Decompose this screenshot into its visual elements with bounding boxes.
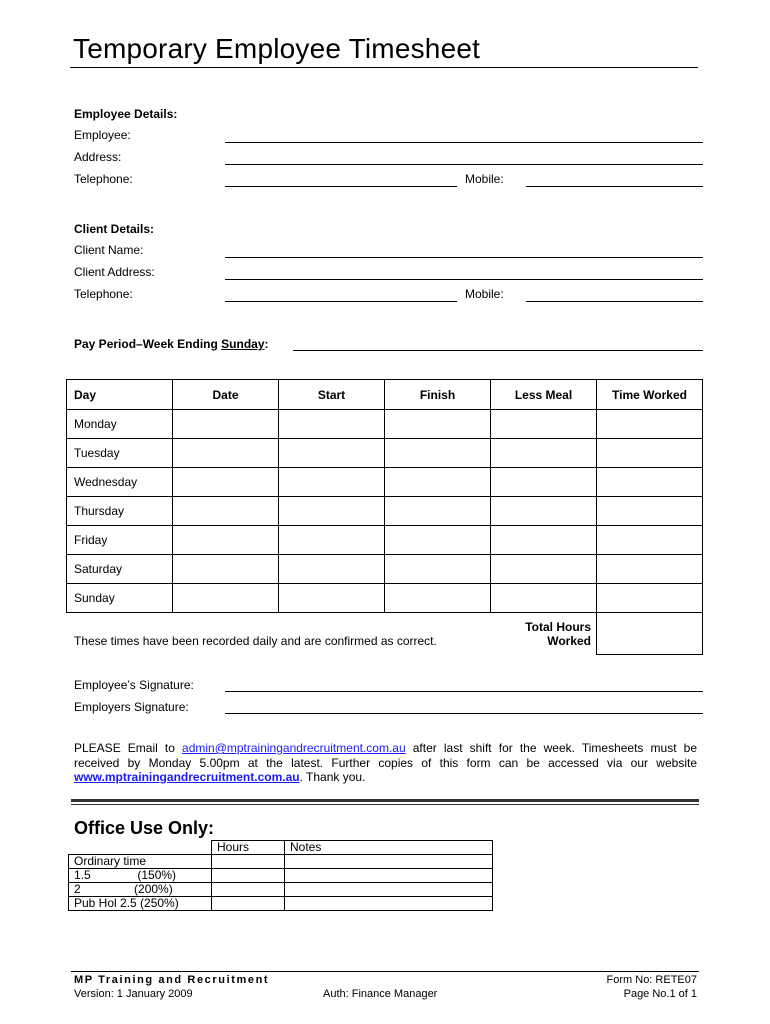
less-meal-cell[interactable] <box>491 410 597 439</box>
submission-notice <box>74 741 697 785</box>
total-hours-line2: Worked <box>547 634 591 648</box>
date-cell[interactable] <box>173 584 279 613</box>
day-name: Friday <box>67 526 173 555</box>
website-link[interactable]: www.mptrainingandrecruitment.com.au <box>74 770 300 784</box>
office-notes-cell[interactable] <box>285 869 493 883</box>
employee-name-field[interactable] <box>225 142 703 143</box>
table-row <box>69 897 493 911</box>
date-cell[interactable] <box>173 555 279 584</box>
finish-cell[interactable] <box>385 497 491 526</box>
section-divider <box>71 799 699 802</box>
office-col-notes: Notes <box>285 841 493 855</box>
office-notes-cell[interactable] <box>285 897 493 911</box>
start-cell[interactable] <box>279 497 385 526</box>
header-time-worked: Time Worked <box>597 380 703 410</box>
employer-signature-label: Employers Signature: <box>74 700 189 714</box>
header-finish: Finish <box>385 380 491 410</box>
day-name: Thursday <box>67 497 173 526</box>
office-hours-cell[interactable] <box>212 869 285 883</box>
footer-form-number: Form No: RETE07 <box>606 974 697 986</box>
finish-cell[interactable] <box>385 584 491 613</box>
total-hours-field[interactable] <box>596 613 703 655</box>
less-meal-cell[interactable] <box>491 439 597 468</box>
pay-period-field[interactable] <box>293 350 703 351</box>
finish-cell[interactable] <box>385 555 491 584</box>
pay-period-prefix: Pay Period–Week Ending <box>74 337 222 351</box>
table-row <box>67 468 703 497</box>
less-meal-cell[interactable] <box>491 584 597 613</box>
start-cell[interactable] <box>279 468 385 497</box>
pay-period-suffix: : <box>264 337 269 351</box>
date-cell[interactable] <box>173 468 279 497</box>
telephone-label: Telephone: <box>74 172 133 186</box>
total-hours-line1: Total Hours <box>525 620 591 634</box>
employee-telephone-field[interactable] <box>225 186 457 187</box>
client-name-label: Client Name: <box>74 243 144 257</box>
client-mobile-field[interactable] <box>526 301 703 302</box>
time-worked-cell[interactable] <box>597 584 703 613</box>
office-header-row <box>69 841 493 855</box>
employer-signature-field[interactable] <box>225 713 703 714</box>
office-row-label: 2 (200%) <box>69 883 212 897</box>
office-notes-cell[interactable] <box>285 855 493 869</box>
office-row-label: 1.5 (150%) <box>69 869 212 883</box>
less-meal-cell[interactable] <box>491 555 597 584</box>
timesheet-header-row <box>67 380 703 410</box>
finish-cell[interactable] <box>385 410 491 439</box>
table-row <box>67 497 703 526</box>
header-less-meal: Less Meal <box>491 380 597 410</box>
start-cell[interactable] <box>279 439 385 468</box>
client-address-label: Client Address: <box>74 265 155 279</box>
employee-label: Employee: <box>74 128 131 142</box>
email-link[interactable]: admin@mptrainingandrecruitment.com.au <box>182 741 406 755</box>
office-use-heading: Office Use Only: <box>74 818 215 838</box>
start-cell[interactable] <box>279 584 385 613</box>
client-telephone-field[interactable] <box>225 301 457 302</box>
day-name: Wednesday <box>67 468 173 497</box>
time-worked-cell[interactable] <box>597 439 703 468</box>
office-row-label: Pub Hol 2.5 (250%) <box>69 897 212 911</box>
address-label: Address: <box>74 150 122 164</box>
start-cell[interactable] <box>279 555 385 584</box>
client-mobile-label: Mobile: <box>465 287 504 301</box>
office-notes-cell[interactable] <box>285 883 493 897</box>
office-row-label: Ordinary time <box>69 855 212 869</box>
footer-version: Version: 1 January 2009 <box>74 988 193 1000</box>
employee-address-field[interactable] <box>225 164 703 165</box>
table-row <box>67 555 703 584</box>
table-row <box>69 855 493 869</box>
page-title: Temporary Employee Timesheet <box>73 33 481 64</box>
finish-cell[interactable] <box>385 468 491 497</box>
notice-text-1: PLEASE Email to <box>74 741 183 755</box>
header-day: Day <box>67 380 173 410</box>
client-name-field[interactable] <box>225 257 703 258</box>
date-cell[interactable] <box>173 410 279 439</box>
day-name: Tuesday <box>67 439 173 468</box>
timesheet-table <box>66 379 703 613</box>
client-telephone-label: Telephone: <box>74 287 133 301</box>
footer-page-number: Page No.1 of 1 <box>623 988 697 1000</box>
table-row <box>67 410 703 439</box>
office-hours-cell[interactable] <box>212 883 285 897</box>
date-cell[interactable] <box>173 497 279 526</box>
office-col-hours: Hours <box>212 841 285 855</box>
notice-text-3: . Thank you. <box>299 770 366 784</box>
office-hours-cell[interactable] <box>212 897 285 911</box>
footer-auth: Auth: Finance Manager <box>323 988 438 1000</box>
section-divider-thin <box>71 804 699 805</box>
header-start: Start <box>279 380 385 410</box>
pay-period-label <box>74 337 269 351</box>
mobile-label: Mobile: <box>465 172 504 186</box>
employee-signature-label: Employee’s Signature: <box>74 678 194 692</box>
footer-company: MP Training and Recruitment <box>74 974 270 986</box>
day-name: Monday <box>67 410 173 439</box>
time-worked-cell[interactable] <box>597 468 703 497</box>
employee-signature-field[interactable] <box>225 691 703 692</box>
client-address-field[interactable] <box>225 279 703 280</box>
total-hours-label <box>525 620 591 648</box>
finish-cell[interactable] <box>385 526 491 555</box>
finish-cell[interactable] <box>385 439 491 468</box>
less-meal-cell[interactable] <box>491 526 597 555</box>
employee-details-heading: Employee Details: <box>74 107 178 121</box>
office-hours-cell[interactable] <box>212 855 285 869</box>
table-row <box>67 584 703 613</box>
less-meal-cell[interactable] <box>491 468 597 497</box>
office-blank-cell <box>69 841 212 855</box>
employee-mobile-field[interactable] <box>526 186 703 187</box>
time-worked-cell[interactable] <box>597 410 703 439</box>
date-cell[interactable] <box>173 526 279 555</box>
time-worked-cell[interactable] <box>597 497 703 526</box>
start-cell[interactable] <box>279 410 385 439</box>
time-worked-cell[interactable] <box>597 555 703 584</box>
less-meal-cell[interactable] <box>491 497 597 526</box>
table-row <box>67 439 703 468</box>
day-name: Sunday <box>67 584 173 613</box>
time-worked-cell[interactable] <box>597 526 703 555</box>
title-divider <box>70 67 698 68</box>
pay-period-day: Sunday <box>221 337 265 351</box>
office-use-table <box>68 840 493 911</box>
header-date: Date <box>173 380 279 410</box>
client-details-heading: Client Details: <box>74 222 155 236</box>
start-cell[interactable] <box>279 526 385 555</box>
date-cell[interactable] <box>173 439 279 468</box>
table-row <box>67 526 703 555</box>
confirmation-text: These times have been recorded daily and are confirmed as correct. <box>74 634 437 648</box>
notice-text-2: after last shift for the week. Timesheets must be received by Monday 5.00pm at the latest. Further copies of this form can be accessed via our website <box>74 741 697 770</box>
footer-divider <box>71 971 699 972</box>
table-row <box>69 883 493 897</box>
day-name: Saturday <box>67 555 173 584</box>
table-row <box>69 869 493 883</box>
